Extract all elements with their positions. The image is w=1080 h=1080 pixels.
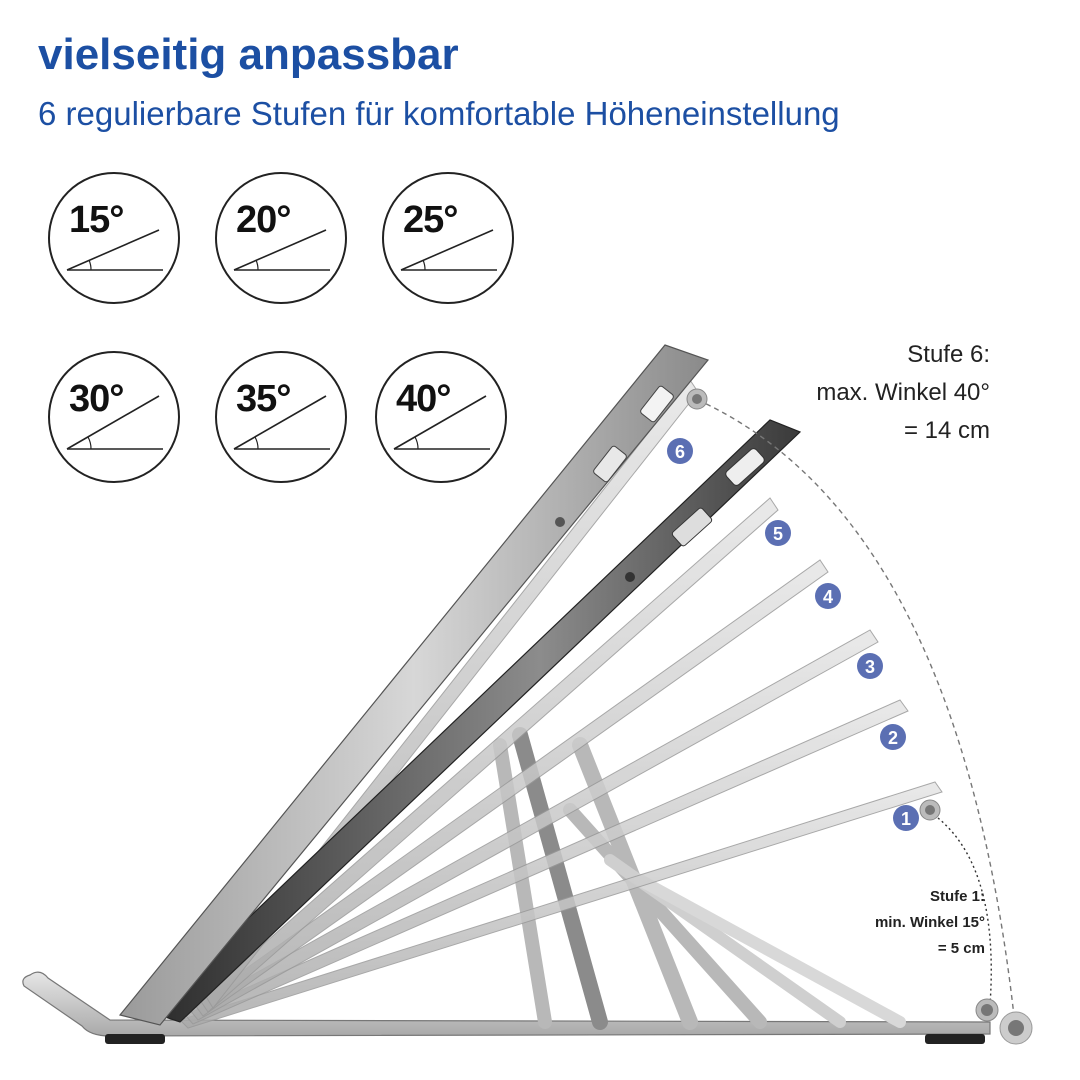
angle-label: 25° [403, 199, 458, 241]
level-badge-1 [893, 805, 919, 831]
level-number: 5 [772, 524, 784, 544]
level-badge-5 [765, 520, 791, 546]
page-title: vielseitig anpassbar [38, 30, 459, 79]
max-level-angle: max. Winkel 40° [816, 379, 990, 406]
angle-label: 40° [396, 378, 451, 420]
max-level-note [816, 336, 990, 450]
level-number: 2 [887, 728, 899, 748]
max-level-title: Stufe 6: [907, 341, 990, 368]
page-subtitle: 6 regulierbare Stufen für komfortable Höheneinstellung [38, 95, 840, 132]
angle-label: 15° [69, 199, 124, 241]
angle-label: 20° [236, 199, 291, 241]
stand-legs [500, 735, 900, 1022]
level-number: 3 [864, 657, 876, 677]
level-number: 6 [674, 442, 686, 462]
min-level-angle: min. Winkel 15° [874, 914, 985, 931]
level-number: 4 [822, 587, 834, 607]
level-badge-3 [857, 653, 883, 679]
min-level-title: Stufe 1: [929, 888, 985, 905]
min-level-note [875, 884, 985, 962]
min-level-height: = 5 cm [937, 940, 985, 957]
level-badge-4 [815, 583, 841, 609]
max-level-height: = 14 cm [903, 417, 990, 444]
level-number: 1 [900, 809, 912, 829]
angle-label: 30° [69, 378, 124, 420]
angle-label: 35° [236, 378, 291, 420]
level-badge-6 [667, 438, 693, 464]
level-badge-2 [880, 724, 906, 750]
